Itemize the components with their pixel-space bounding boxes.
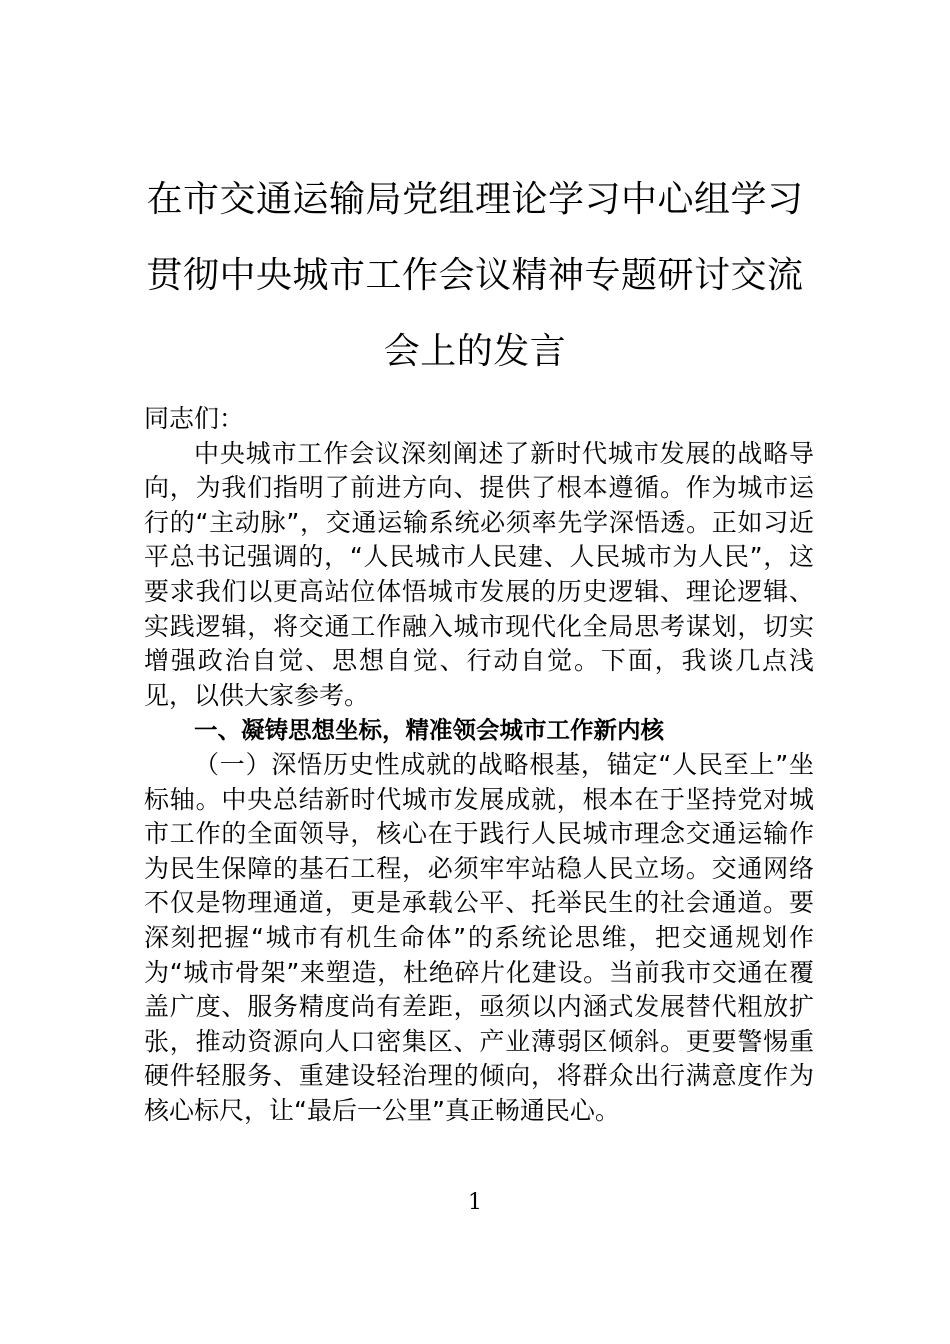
document-title — [130, 162, 820, 390]
salutation: 同志们： — [144, 404, 245, 433]
section-one-paragraph: （一）深悟历史性成就的战略根基，锚定“人民至上”坐标轴。中央总结新时代城市发展成就，根本在于坚持党对城市工作的全面领导，核心在于践行人民城市理念交通运输作为民生保障的基石工程，必须牢牢站稳人民立场。交通网络不仅是物理通道，更是承载公平、托举民生的社会通道。要深刻把握“城市有机生命体”的系统论思维，把交通规划作为“城市骨架”来塑造，杜绝碎片化建设。当前我市交通在覆盖广度、服务精度尚有差距，亟须以内涵式发展替代粗放扩张，推动资源向人口密集区、产业薄弱区倾斜。更要警惕重硬件轻服务、重建设轻治理的倾向，将群众出行满意度作为核心标尺，让“最后一公里”真正畅通民心。 — [144, 749, 814, 1125]
document-body — [144, 402, 814, 1128]
title-line-1: 在市交通运输局党组理论学习中心组学习 — [146, 179, 804, 220]
intro-paragraph: 中央城市工作会议深刻阐述了新时代城市发展的战略导向，为我们指明了前进方向、提供了根本遵循。作为城市运行的“主动脉”，交通运输系统必须率先学深悟透。正如习近平总书记强调的，“人民城市人民建、人民城市为人民”，这要求我们以更高站位体悟城市发展的历史逻辑、理论逻辑、实践逻辑，将交通工作融入城市现代化全局思考谋划，切实增强政治自觉、思想自觉、行动自觉。下面，我谈几点浅见，以供大家参考。 — [144, 438, 814, 710]
title-line-3: 会上的发言 — [383, 331, 567, 372]
page-number: 1 — [468, 1190, 482, 1215]
section-one-heading: 一、凝铸思想坐标，精准领会城市工作新内核 — [194, 716, 664, 745]
title-line-2: 贯彻中央城市工作会议精神专题研讨交流 — [146, 255, 804, 296]
